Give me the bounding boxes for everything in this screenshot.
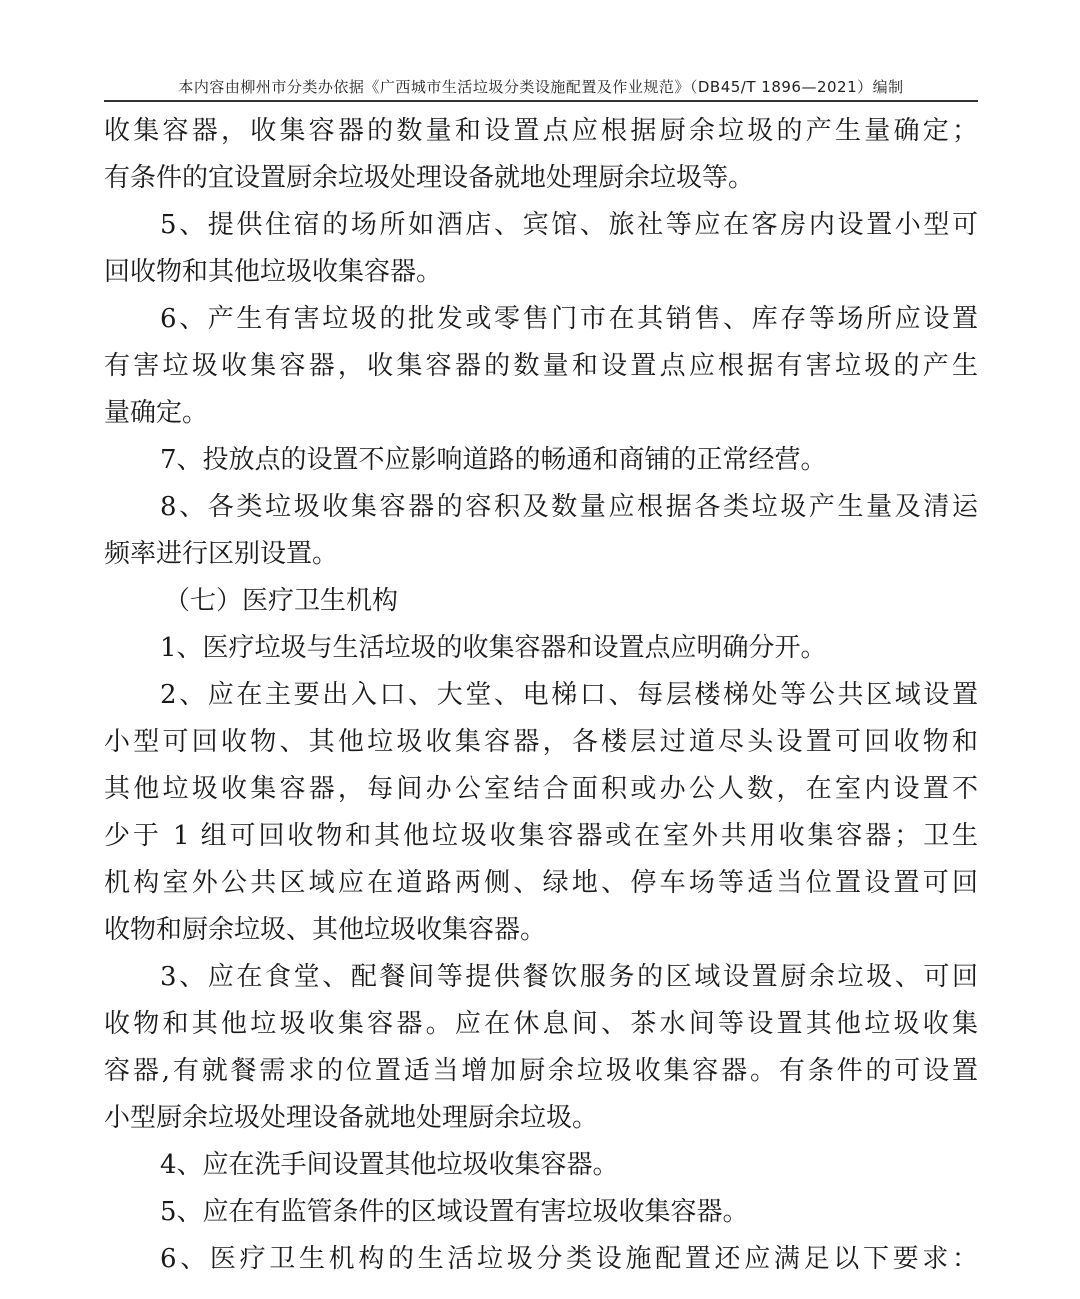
paragraph-line: 有害垃圾收集容器，收集容器的数量和设置点应根据有害垃圾的产生 — [104, 351, 978, 381]
paragraph-line: 收物和其他垃圾收集容器。应在休息间、茶水间等设置其他垃圾收集 — [104, 1009, 978, 1039]
section-heading: （七）医疗卫生机构 — [164, 586, 399, 616]
document-body — [104, 108, 978, 1283]
paragraph-line: 7、投放点的设置不应影响道路的畅通和商铺的正常经营。 — [160, 445, 827, 475]
paragraph-line: 收集容器，收集容器的数量和设置点应根据厨余垃圾的产生量确定； — [104, 116, 978, 146]
paragraph-line: 8、各类垃圾收集容器的容积及数量应根据各类垃圾产生量及清运 — [160, 492, 978, 522]
paragraph-line: 5、提供住宿的场所如酒店、宾馆、旅社等应在客房内设置小型可 — [160, 210, 978, 240]
paragraph-line: 5、应在有监管条件的区域设置有害垃圾收集容器。 — [160, 1197, 749, 1227]
paragraph-line: 容器,有就餐需求的位置适当增加厨余垃圾收集容器。有条件的可设置 — [104, 1056, 978, 1086]
paragraph-line: 小型厨余垃圾处理设备就地处理厨余垃圾。 — [104, 1103, 599, 1133]
paragraph-line: 频率进行区别设置。 — [104, 539, 339, 569]
paragraph-line: 6、医疗卫生机构的生活垃圾分类设施配置还应满足以下要求： — [160, 1244, 978, 1274]
paragraph-line: 机构室外公共区域应在道路两侧、绿地、停车场等适当位置设置可回 — [104, 868, 978, 898]
paragraph-line: 2、应在主要出入口、大堂、电梯口、每层楼梯处等公共区域设置 — [160, 680, 978, 710]
page-header: 本内容由柳州市分类办依据《广西城市生活垃圾分类设施配置及作业规范》（DB45/T 1896—2021）编制 — [178, 78, 904, 96]
paragraph-line: 收物和厨余垃圾、其他垃圾收集容器。 — [104, 915, 547, 945]
paragraph-line: 少于 1 组可回收物和其他垃圾收集容器或在室外共用收集容器；卫生 — [104, 821, 978, 851]
header-divider — [104, 100, 978, 102]
paragraph-line: 3、应在食堂、配餐间等提供餐饮服务的区域设置厨余垃圾、可回 — [160, 962, 978, 992]
paragraph-line: 其他垃圾收集容器，每间办公室结合面积或办公人数，在室内设置不 — [104, 774, 978, 804]
paragraph-line: 6、产生有害垃圾的批发或零售门市在其销售、库存等场所应设置 — [160, 304, 978, 334]
paragraph-line: 有条件的宜设置厨余垃圾处理设备就地处理厨余垃圾等。 — [104, 163, 755, 193]
paragraph-line: 量确定。 — [104, 398, 209, 428]
paragraph-line: 4、应在洗手间设置其他垃圾收集容器。 — [160, 1150, 619, 1180]
paragraph-line: 小型可回收物、其他垃圾收集容器，各楼层过道尽头设置可回收物和 — [104, 727, 978, 757]
paragraph-line: 1、医疗垃圾与生活垃圾的收集容器和设置点应明确分开。 — [160, 633, 827, 663]
paragraph-line: 回收物和其他垃圾收集容器。 — [104, 257, 443, 287]
